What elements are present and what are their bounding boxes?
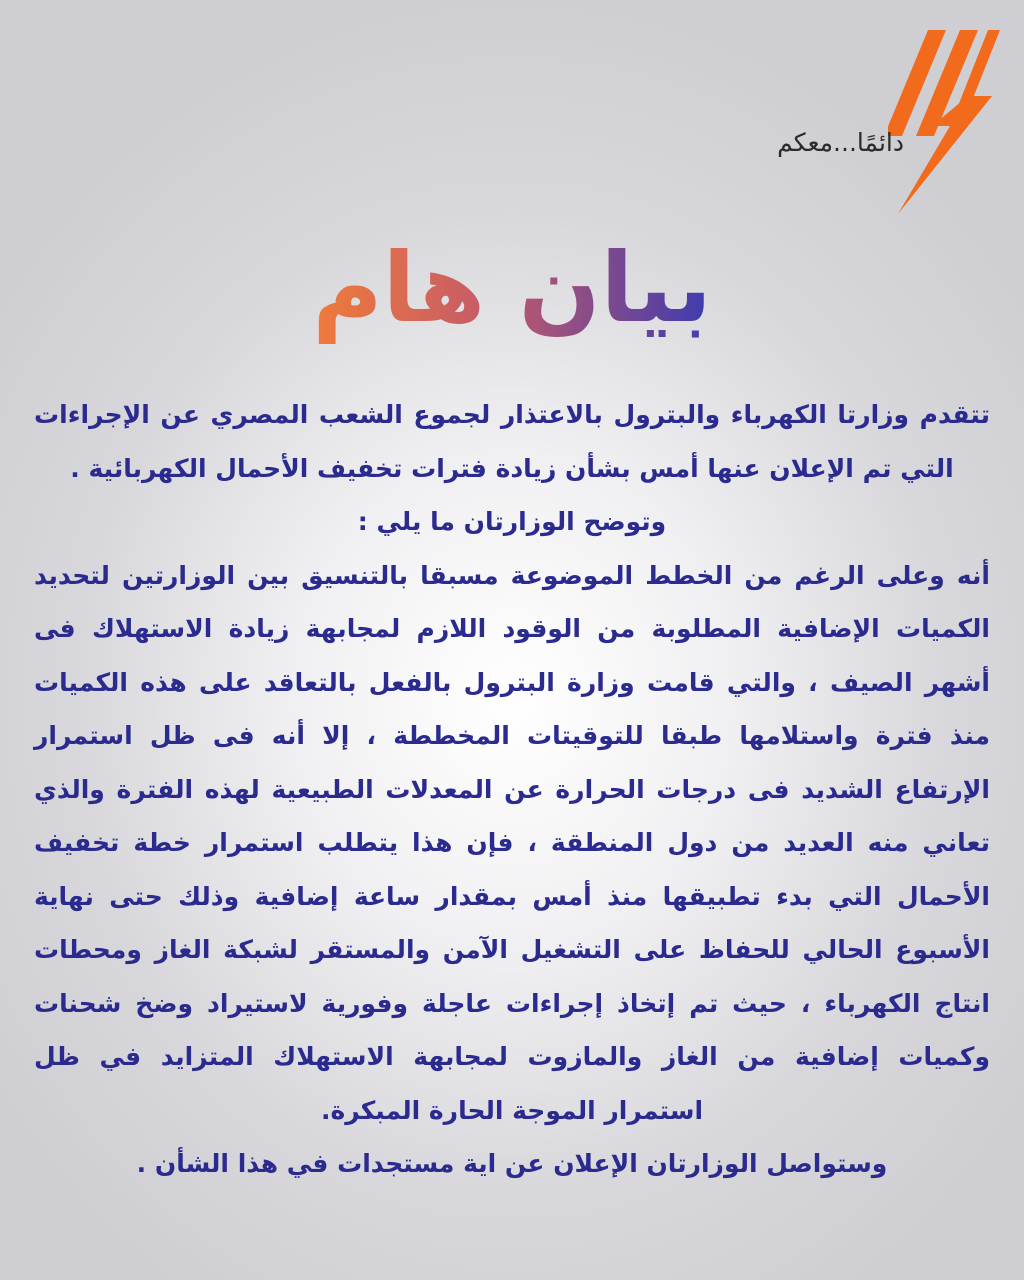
page-title [0,218,1024,358]
logo-bolt [898,96,992,214]
title-text: بيان هام [312,232,712,344]
statement-body [34,388,990,1191]
paragraph-closing: وستواصل الوزارتان الإعلان عن اية مستجدات في هذا الشأن . [136,1149,888,1178]
lightning-stripes-icon [888,26,1000,216]
brand-tagline: دائمًا...معكم [777,128,904,157]
paragraph-apology: تتقدم وزارتا الكهرباء والبترول بالاعتذار لجموع الشعب المصري عن الإجراءات التي تم الإعلان عنها أمس بشأن زيادة فترات تخفيف الأحمال الكهربائية . [34,400,990,483]
paragraph-intro: وتوضح الوزارتان ما يلي : [357,507,667,536]
paragraph-details: أنه وعلى الرغم من الخطط الموضوعة مسبقا بالتنسيق بين الوزارتين لتحديد الكميات الإضافية المطلوبة من الوقود اللازم لمجابهة زيادة الاستهلاك فى أشهر الصيف ، والتي قامت وزارة البترول بالفعل بالتعاقد على هذه الكميات منذ فترة واستلامها طبقا للتوقيتات المخططة ، إلا أنه فى ظل استمرار الإرتفاع الشديد فى درجات الحرارة عن المعدلات الطبيعية لهذه الفترة والذي تعاني منه العديد من دول المنطقة ، فإن هذا يتطلب استمرار خطة تخفيف الأحمال التي بدء تطبيقها منذ أمس بمقدار ساعة إضافية وذلك حتى نهاية الأسبوع الحالي للحفاظ على التشغيل الآمن والمستقر لشبكة الغاز ومحطات انتاج الكهرباء ، حيث تم إتخاذ إجراءات عاجلة وفورية لاستيراد وضخ شحنات وكميات إضافية من الغاز والمازوت لمجابهة الاستهلاك المتزايد في ظل استمرار الموجة الحارة المبكرة. [34,560,990,1125]
